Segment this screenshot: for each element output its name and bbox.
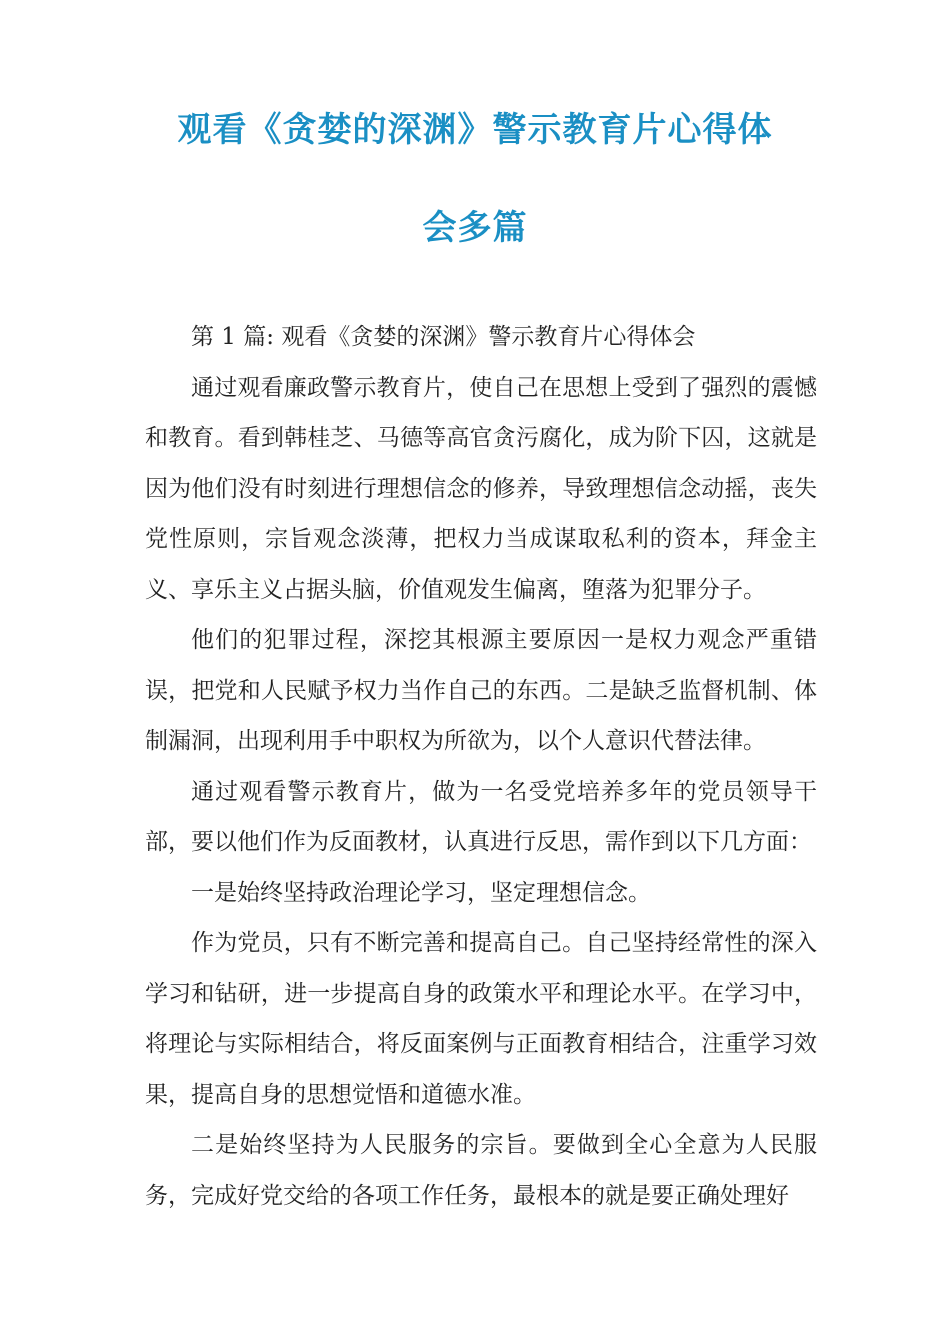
document-title-line-1: 观看《贪婪的深渊》警示教育片心得体 bbox=[177, 110, 773, 150]
paragraph-3: 通过观看警示教育片，做为一名受党培养多年的党员领导干部，要以他们作为反面教材，认真进行反思，需作到以下几方面： bbox=[145, 778, 817, 855]
section-heading: 第 1 篇: 观看《贪婪的深渊》警示教育片心得体会 bbox=[191, 324, 696, 350]
paragraph-2: 他们的犯罪过程，深挖其根源主要原因一是权力观念严重错误，把党和人民赋予权力当作自己的东西。二是缺乏监督机制、体制漏洞，出现利用手中职权为所欲为，以个人意识代替法律。 bbox=[145, 627, 817, 754]
document-body bbox=[145, 312, 817, 1221]
paragraph-1: 通过观看廉政警示教育片，使自己在思想上受到了强烈的震憾和教育。看到韩桂芝、马德等高官贪污腐化，成为阶下囚，这就是因为他们没有时刻进行理想信念的修养，导致理想信念动摇，丧失党性原则，宗旨观念淡薄，把权力当成谋取私利的资本，拜金主义、享乐主义占据头脑，价值观发生偏离，堕落为犯罪分子。 bbox=[145, 374, 817, 603]
paragraph-5: 作为党员，只有不断完善和提高自己。自己坚持经常性的深入学习和钻研，进一步提高自身的政策水平和理论水平。在学习中，将理论与实际相结合，将反面案例与正面教育相结合，注重学习效果，提高自身的思想觉悟和道德水准。 bbox=[145, 930, 817, 1108]
paragraph-6: 二是始终坚持为人民服务的宗旨。要做到全心全意为人民服务，完成好党交给的各项工作任务，最根本的就是要正确处理好 bbox=[145, 1132, 817, 1209]
paragraph-4: 一是始终坚持政治理论学习，坚定理想信念。 bbox=[191, 879, 651, 906]
document-title-line-2: 会多篇 bbox=[422, 208, 528, 248]
